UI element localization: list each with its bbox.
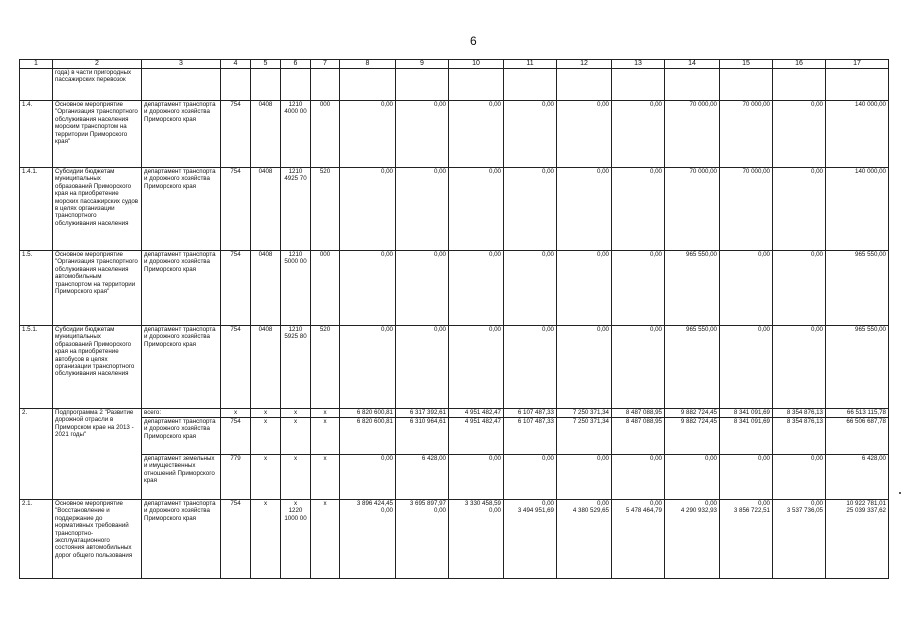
cell-amount: 8 487 088,95 xyxy=(612,418,665,455)
budget-table xyxy=(19,59,889,579)
table-row xyxy=(20,455,889,500)
cell-name: Подпрограмма 2 "Развитие дорожной отрасли в Приморском крае на 2013 - 2021 годы" xyxy=(53,409,142,500)
cell-total: 66 506 687,78 xyxy=(826,418,889,455)
cell-amount: 8 354 876,13 xyxy=(773,409,826,418)
col-header: 17 xyxy=(826,60,889,69)
cell-total: 140 000,00 xyxy=(826,101,889,168)
cell-executor: департамент транспорта и дорожного хозяйства Приморского края xyxy=(142,418,221,455)
amount-line-2: 4 380 529,65 xyxy=(572,507,609,515)
amount-line-2: 3 856 722,51 xyxy=(733,507,770,515)
col-header: 15 xyxy=(720,60,773,69)
cell-grbs: x xyxy=(221,409,251,418)
cell-amount xyxy=(396,500,449,579)
cell-executor: всего: xyxy=(142,409,221,418)
cell-amount: 7 250 371,34 xyxy=(557,418,612,455)
cell-name: года) в части пригородных пассажирских перевозок xyxy=(53,69,142,101)
cell-grbs: 754 xyxy=(221,418,251,455)
cell-amount: 0,00 xyxy=(340,101,396,168)
cell-amount: 0,00 xyxy=(612,326,665,409)
col-header: 8 xyxy=(340,60,396,69)
cell-amount: 0,00 xyxy=(449,251,504,326)
cell-name: Субсидии бюджетам муниципальных образований Приморского края на приобретение автобусов в целях организации транспортного обслуживания населения xyxy=(53,326,142,409)
col-header: 3 xyxy=(142,60,221,69)
cell-amount: 0,00 xyxy=(396,168,449,251)
table-row xyxy=(20,409,889,418)
cell-amount: 70 000,00 xyxy=(720,101,773,168)
table-row xyxy=(20,69,889,101)
cell-amount: 0,00 xyxy=(720,455,773,500)
amount-line-2: 0,00 xyxy=(380,507,393,515)
amount-line-2: 3 537 736,05 xyxy=(786,507,823,515)
cell-rzpr: x xyxy=(251,418,281,455)
cell-total: 6 428,00 xyxy=(826,455,889,500)
cell-amount: 0,00 xyxy=(504,101,557,168)
cell-grbs: 754 xyxy=(221,500,251,579)
cell-csr: 1210 5925 80 xyxy=(281,326,311,409)
cell-amount xyxy=(773,500,826,579)
cell-amount: 965 550,00 xyxy=(665,251,720,326)
cell-amount: 0,00 xyxy=(773,101,826,168)
cell-name: Субсидии бюджетам муниципальных образований Приморского края на приобретение морских пассажирских судов в целях организации транспортного обслуживания населения xyxy=(53,168,142,251)
cell-number: 1.5. xyxy=(20,251,53,326)
amount-line-1: 3 330 458,59 xyxy=(464,500,501,507)
col-header: 11 xyxy=(504,60,557,69)
cell-amount: 6 820 600,81 xyxy=(340,409,396,418)
amount-line-1: 0,00 xyxy=(541,500,554,507)
col-header: 5 xyxy=(251,60,281,69)
cell-amount: 0,00 xyxy=(557,251,612,326)
amount-line-1: 3 695 897,97 xyxy=(409,500,446,507)
cell-total: 66 513 115,78 xyxy=(826,409,889,418)
cell-number: 2. xyxy=(20,409,53,500)
cell-csr xyxy=(281,500,311,579)
csr-line-1: x xyxy=(293,500,298,507)
cell-number xyxy=(20,69,53,101)
cell-amount: 0,00 xyxy=(504,455,557,500)
cell-total: 965 550,00 xyxy=(826,326,889,409)
amount-line-1: 0,00 xyxy=(596,500,609,507)
cell-number: 1.4. xyxy=(20,101,53,168)
amount-line-1: 0,00 xyxy=(757,500,770,507)
cell-vr: 000 xyxy=(311,251,340,326)
cell-rzpr: x xyxy=(251,455,281,500)
total-line-2: 25 039 337,62 xyxy=(846,507,886,515)
total-line-1: 10 922 781,01 xyxy=(846,500,886,507)
cell-amount: 6 820 600,81 xyxy=(340,418,396,455)
cell-executor: департамент транспорта и дорожного хозяйства Приморского края xyxy=(142,251,221,326)
amount-line-1: 0,00 xyxy=(649,500,662,507)
cell-csr: x xyxy=(281,409,311,418)
cell-amount: 0,00 xyxy=(557,455,612,500)
cell-vr: x xyxy=(311,500,340,579)
cell-amount: 0,00 xyxy=(449,326,504,409)
cell-executor: департамент земельных и имущественных отношений Приморского края xyxy=(142,455,221,500)
cell-amount: 965 550,00 xyxy=(665,326,720,409)
cell-executor: департамент транспорта и дорожного хозяйства Приморского края xyxy=(142,500,221,579)
cell-number: 1.4.1. xyxy=(20,168,53,251)
cell-amount: 0,00 xyxy=(665,455,720,500)
col-header: 13 xyxy=(612,60,665,69)
cell-csr: 1210 4000 00 xyxy=(281,101,311,168)
table-row xyxy=(20,326,889,409)
cell-amount: 0,00 xyxy=(340,251,396,326)
cell-number: 1.5.1. xyxy=(20,326,53,409)
cell-grbs: 779 xyxy=(221,455,251,500)
col-header: 7 xyxy=(311,60,340,69)
cell-csr: x xyxy=(281,455,311,500)
cell-amount: 70 000,00 xyxy=(720,168,773,251)
cell-amount: 0,00 xyxy=(396,101,449,168)
cell-amount: 0,00 xyxy=(557,101,612,168)
cell-amount: 0,00 xyxy=(396,326,449,409)
cell-amount: 4 951 482,47 xyxy=(449,418,504,455)
cell-amount: 0,00 xyxy=(504,251,557,326)
cell-amount: 0,00 xyxy=(557,168,612,251)
table-row xyxy=(20,418,889,455)
cell-amount: 0,00 xyxy=(773,326,826,409)
cell-total: 965 550,00 xyxy=(826,251,889,326)
col-header: 6 xyxy=(281,60,311,69)
cell-amount: 6 428,00 xyxy=(396,455,449,500)
cell-csr: x xyxy=(281,418,311,455)
cell-grbs: 754 xyxy=(221,101,251,168)
cell-amount: 7 250 371,34 xyxy=(557,409,612,418)
cell-vr: 520 xyxy=(311,326,340,409)
cell-amount: 70 000,00 xyxy=(665,168,720,251)
cell-amount: 8 354 876,13 xyxy=(773,418,826,455)
scan-speck xyxy=(899,492,901,494)
cell-amount: 0,00 xyxy=(612,455,665,500)
cell-rzpr: 0408 xyxy=(251,101,281,168)
csr-line-2: 1220 1000 00 xyxy=(284,507,307,522)
cell-amount: 0,00 xyxy=(773,168,826,251)
cell-amount: 0,00 xyxy=(504,326,557,409)
cell-vr: x xyxy=(311,409,340,418)
cell-amount: 6 107 487,33 xyxy=(504,409,557,418)
col-header: 12 xyxy=(557,60,612,69)
cell-vr: x xyxy=(311,418,340,455)
table-row xyxy=(20,101,889,168)
cell-amount: 0,00 xyxy=(720,326,773,409)
cell-executor: департамент транспорта и дорожного хозяйства Приморского края xyxy=(142,101,221,168)
cell-amount: 0,00 xyxy=(449,168,504,251)
table-row xyxy=(20,168,889,251)
cell-amount xyxy=(612,500,665,579)
cell-grbs: 754 xyxy=(221,251,251,326)
cell-total: 140 000,00 xyxy=(826,168,889,251)
cell-amount xyxy=(449,500,504,579)
cell-amount xyxy=(665,500,720,579)
cell-csr: 1210 4925 70 xyxy=(281,168,311,251)
cell-name: Основное мероприятие "Организация транспортного обслуживания населения морским транспортом на территории Приморского края" xyxy=(53,101,142,168)
cell-amount: 0,00 xyxy=(449,455,504,500)
cell-name: Основное мероприятие "Организация транспортного обслуживания населения автомобильным транспортом на территории Приморского края" xyxy=(53,251,142,326)
col-header: 14 xyxy=(665,60,720,69)
cell-amount: 0,00 xyxy=(396,251,449,326)
cell-vr: 520 xyxy=(311,168,340,251)
cell-vr: 000 xyxy=(311,101,340,168)
cell-amount: 4 951 482,47 xyxy=(449,409,504,418)
amount-line-2: 0,00 xyxy=(433,507,446,515)
amount-line-1: 0,00 xyxy=(810,500,823,507)
cell-amount: 8 341 091,69 xyxy=(720,418,773,455)
cell-rzpr: x xyxy=(251,409,281,418)
col-header: 4 xyxy=(221,60,251,69)
header-row xyxy=(20,60,889,69)
cell-amount: 6 317 392,61 xyxy=(396,409,449,418)
cell-csr: 1210 5000 00 xyxy=(281,251,311,326)
amount-line-2: 0,00 xyxy=(488,507,501,515)
cell-amount: 0,00 xyxy=(612,251,665,326)
cell-amount: 0,00 xyxy=(612,168,665,251)
cell-amount xyxy=(720,500,773,579)
cell-amount: 0,00 xyxy=(720,251,773,326)
cell-executor: департамент транспорта и дорожного хозяйства Приморского края xyxy=(142,326,221,409)
cell-amount: 0,00 xyxy=(773,455,826,500)
cell-amount: 6 107 487,33 xyxy=(504,418,557,455)
cell-amount: 0,00 xyxy=(449,101,504,168)
amount-line-2: 3 494 951,69 xyxy=(517,507,554,515)
cell-amount: 0,00 xyxy=(612,101,665,168)
cell-amount: 0,00 xyxy=(504,168,557,251)
cell-total xyxy=(826,500,889,579)
cell-amount: 6 310 964,61 xyxy=(396,418,449,455)
cell-amount: 0,00 xyxy=(340,168,396,251)
cell-amount xyxy=(557,500,612,579)
cell-amount: 70 000,00 xyxy=(665,101,720,168)
cell-amount: 0,00 xyxy=(340,455,396,500)
col-header: 2 xyxy=(53,60,142,69)
amount-line-1: 0,00 xyxy=(704,500,717,507)
cell-rzpr: x xyxy=(251,500,281,579)
cell-rzpr: 0408 xyxy=(251,168,281,251)
cell-amount: 9 882 724,45 xyxy=(665,418,720,455)
amount-line-2: 4 290 932,93 xyxy=(680,507,717,515)
col-header: 1 xyxy=(20,60,53,69)
cell-amount xyxy=(504,500,557,579)
cell-amount: 0,00 xyxy=(557,326,612,409)
cell-number: 2.1. xyxy=(20,500,53,579)
cell-vr: x xyxy=(311,455,340,500)
cell-amount: 8 341 091,69 xyxy=(720,409,773,418)
cell-grbs: 754 xyxy=(221,326,251,409)
table-row xyxy=(20,500,889,579)
cell-grbs: 754 xyxy=(221,168,251,251)
amount-line-2: 5 478 464,79 xyxy=(625,507,662,515)
table-row xyxy=(20,251,889,326)
col-header: 9 xyxy=(396,60,449,69)
cell-amount: 9 882 724,45 xyxy=(665,409,720,418)
cell-name: Основное мероприятие "Восстановление и поддержание до нормативных требований транспортно-эксплуатационного состояния автомобильных дорог общего пользования xyxy=(53,500,142,579)
cell-executor: департамент транспорта и дорожного хозяйства Приморского края xyxy=(142,168,221,251)
cell-rzpr: 0408 xyxy=(251,326,281,409)
col-header: 10 xyxy=(449,60,504,69)
col-header: 16 xyxy=(773,60,826,69)
cell-amount: 0,00 xyxy=(773,251,826,326)
cell-amount: 0,00 xyxy=(340,326,396,409)
amount-line-1: 3 896 424,45 xyxy=(356,500,393,507)
page-number: 6 xyxy=(470,34,477,48)
cell-amount: 8 487 088,95 xyxy=(612,409,665,418)
cell-rzpr: 0408 xyxy=(251,251,281,326)
cell-amount xyxy=(340,500,396,579)
